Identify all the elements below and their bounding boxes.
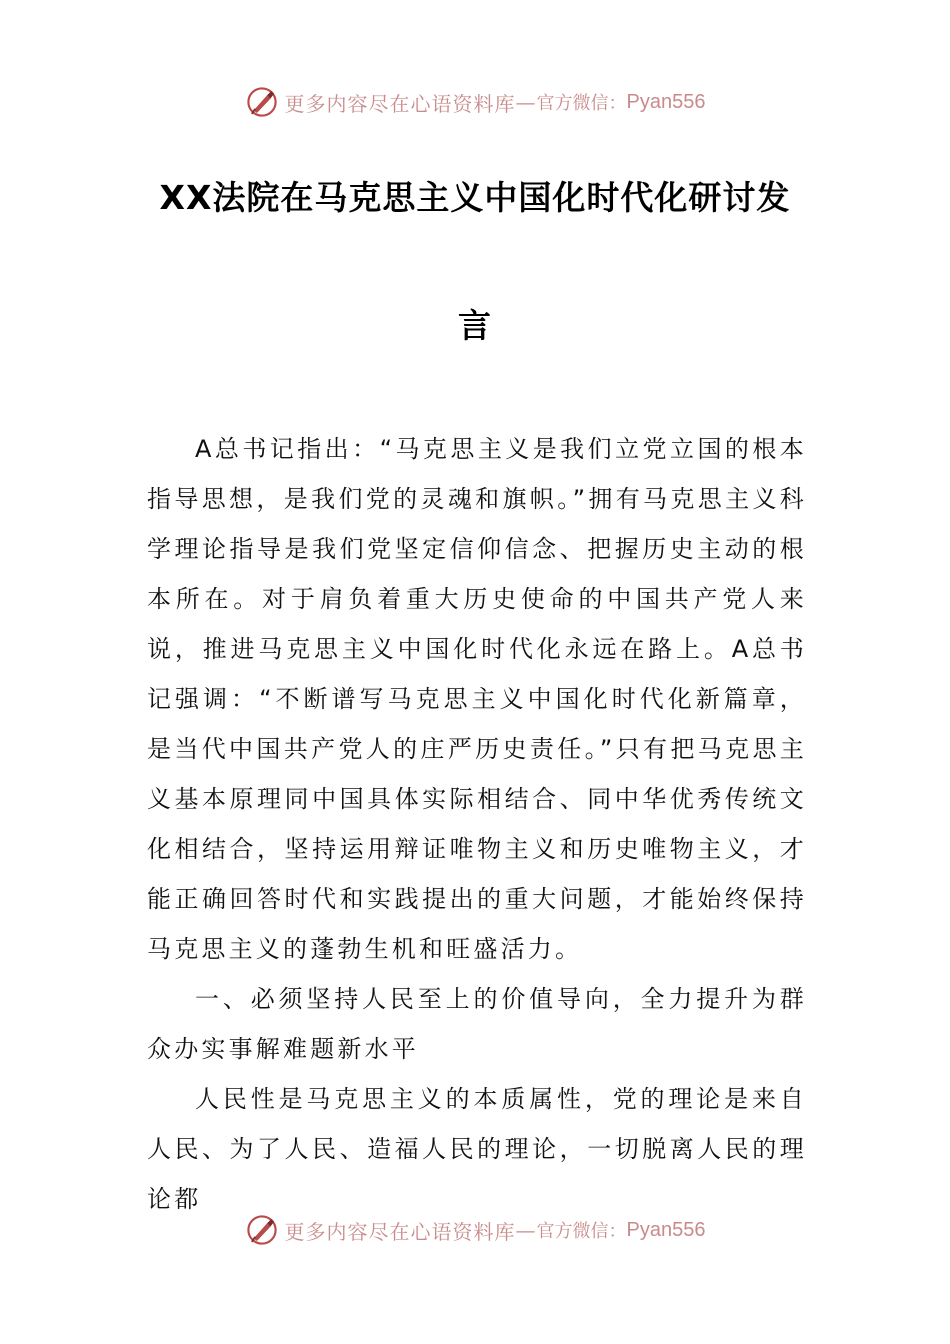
watermark-wechat-label: 官方微信： — [536, 93, 627, 114]
document-body — [147, 424, 807, 1224]
section-heading: 一、必须坚持人民至上的价值导向，全力提升为群众办实事解难题新水平 — [147, 985, 807, 1063]
watermark-wechat-id: Pyan556 — [626, 90, 706, 113]
watermark-text: 更多内容尽在心语资料库 — [284, 1219, 516, 1244]
pen-nib-logo-icon — [245, 1213, 279, 1247]
document-title-line-2: 言 — [458, 306, 492, 345]
watermark-text: 更多内容尽在心语资料库 — [284, 91, 516, 116]
document-title-line-1: XX法院在马克思主义中国化时代化研讨发 — [159, 178, 791, 217]
body-paragraph: 人民性是马克思主义的本质属性，党的理论是来自人民、为了人民、造福人民的理论，一切脱离人民的理论都 — [147, 1085, 807, 1213]
body-paragraph: A总书记指出：“马克思主义是我们立党立国的根本指导思想，是我们党的灵魂和旗帜。”拥有马克思主义科学理论指导是我们党坚定信仰信念、把握历史主动的根本所在。对于肩负着重大历史使命的中国共产党人来说，推进马克思主义中国化时代化永远在路上。A总书记强调：“不断谱写马克思主义中国化时代化新篇章，是当代中国共产党人的庄严历史责任。”只有把马克思主义基本原理同中国具体实际相结合、同中华优秀传统文化相结合，坚持运用辩证唯物主义和历史唯物主义，才能正确回答时代和实践提出的重大问题，才能始终保持马克思主义的蓬勃生机和旺盛活力。 — [147, 435, 807, 963]
footer-watermark — [0, 1208, 950, 1252]
watermark-separator: — — [515, 90, 537, 114]
watermark-separator: — — [515, 1218, 537, 1242]
watermark-wechat-id: Pyan556 — [626, 1218, 706, 1241]
pen-nib-logo-icon — [245, 85, 279, 119]
header-watermark — [0, 80, 950, 124]
watermark-wechat-label: 官方微信： — [536, 1221, 627, 1242]
